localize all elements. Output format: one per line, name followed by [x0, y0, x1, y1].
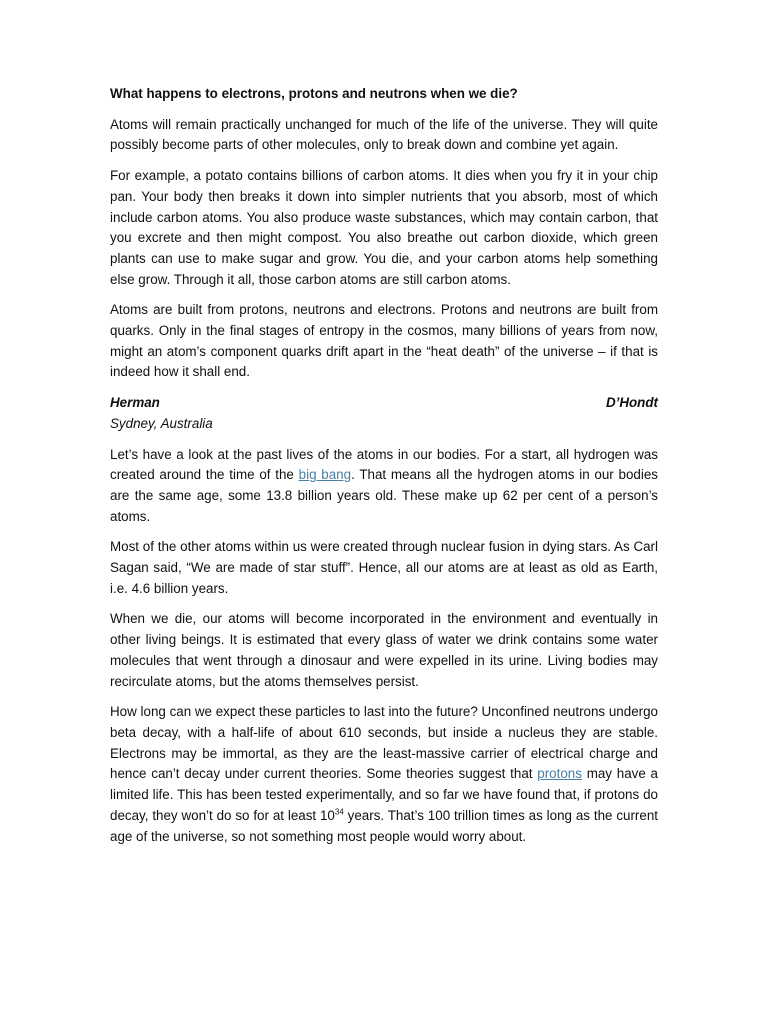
author-first-name: Herman	[110, 395, 160, 411]
answer1-paragraph-1: Atoms will remain practically unchanged for much of the life of the universe. They will quite possibly become parts of other molecules, only to break down and combine yet again.	[110, 116, 658, 153]
answer2-p4-text-after: years. That’s 100 trillion times as long as the current age of the universe, so not something most people would worry about.	[110, 807, 658, 844]
big-bang-link[interactable]: big bang	[298, 467, 352, 483]
answer2-p1-text-before: Let’s have a look at the past lives of the atoms in our bodies. For a start, all hydrogen was created around the time of the	[110, 446, 658, 483]
question-heading: What happens to electrons, protons and neutrons when we die?	[110, 86, 518, 101]
article	[110, 84, 658, 857]
answer1-paragraph-3: Atoms are built from protons, neutrons and electrons. Protons and neutrons are built from quarks. Only in the final stages of entropy in the cosmos, many billions of years from now, might an atom’s component quarks drift apart in the “heat death” of the universe – if that is indeed how it shall end.	[110, 302, 658, 380]
answer2-p1-text-after: . That means all the hydrogen atoms in our bodies are the same age, some 13.8 billion years old. These make up 62 per cent of a person’s atoms.	[110, 467, 658, 524]
exponent: 34	[334, 807, 344, 817]
author-location: Sydney, Australia	[110, 415, 213, 431]
answer2-p4-text-before: How long can we expect these particles to last into the future? Unconfined neutrons undergo beta decay, with a half-life of about 610 seconds, but inside a nucleus they are stable. Electrons may be immortal, as they are the least-massive carrier of electrical charge and hence can’t decay under current theories. Some theories suggest that	[110, 704, 658, 782]
protons-link[interactable]: protons	[537, 766, 582, 782]
answer2-paragraph-4	[110, 702, 658, 847]
author-signature	[110, 393, 658, 414]
answer2-paragraph-3: When we die, our atoms will become incorporated in the environment and eventually in other living beings. It is estimated that every glass of water we drink contains some water molecules that went through a dinosaur and were expelled in its urine. Living bodies may recirculate atoms, but the atoms themselves persist.	[110, 611, 658, 689]
answer2-p4-text-mid: may have a limited life. This has been tested experimentally, and so far we have found that, if protons do decay, they won’t do so for at least 10	[110, 766, 659, 823]
author-last-name: D’Hondt	[605, 395, 658, 411]
answer1-paragraph-2: For example, a potato contains billions of carbon atoms. It dies when you fry it in your chip pan. Your body then breaks it down into simpler nutrients that you absorb, most of which include carbon atoms. You also produce waste substances, which may contain carbon, that you excrete and then might compost. You also breathe out carbon dioxide, which green plants can use to make sugar and grow. You die, and your carbon atoms help something else grow. Through it all, those carbon atoms are still carbon atoms.	[110, 168, 658, 287]
answer2-paragraph-2: Most of the other atoms within us were created through nuclear fusion in dying stars. As Carl Sagan said, “We are made of star stuff”. Hence, all our atoms are at least as old as Earth, i.e. 4.6 billion years.	[110, 539, 658, 596]
answer2-paragraph-1	[110, 445, 658, 528]
